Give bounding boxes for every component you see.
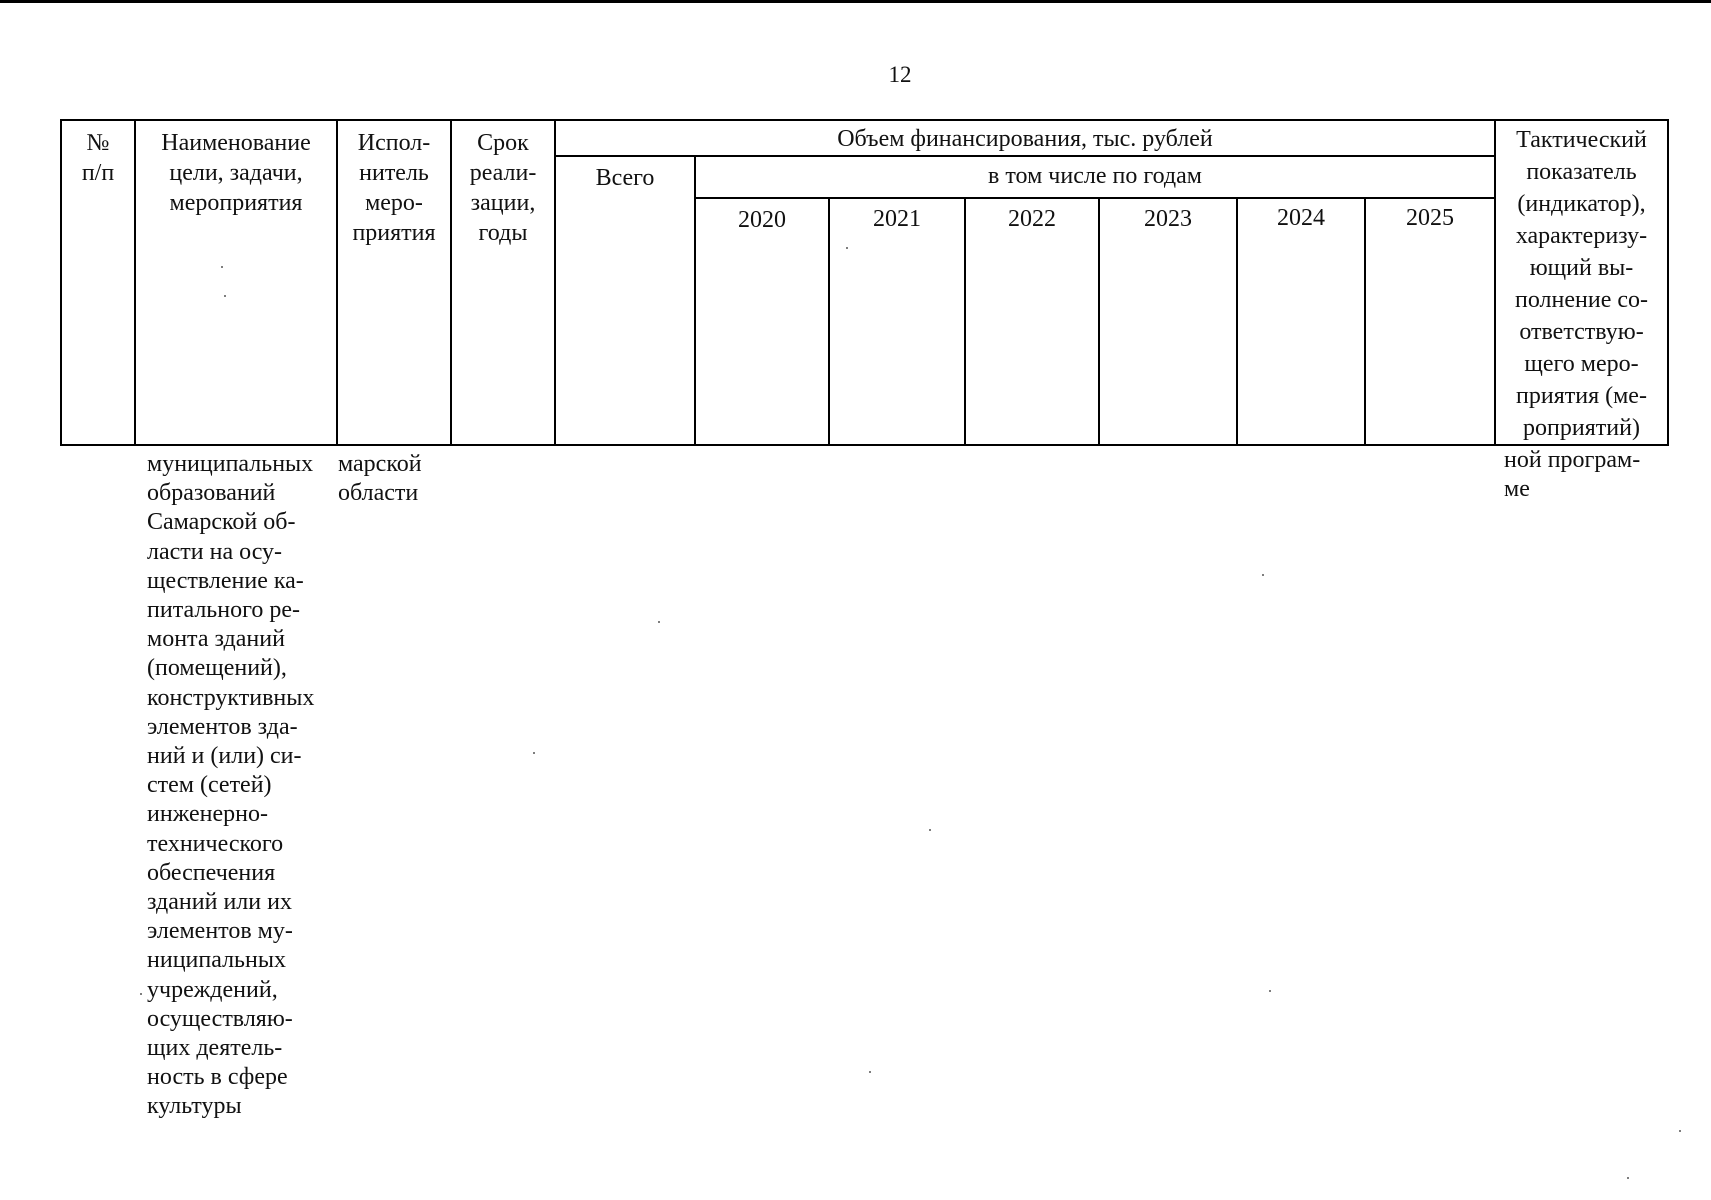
header-year: 2025 [1406,205,1454,231]
col-divider [1098,197,1100,446]
col-divider [828,197,830,446]
scan-speck [533,752,535,754]
header-executor: Испол- нитель меро- приятия [352,130,436,246]
scan-speck [1627,1177,1629,1179]
header-year: 2021 [873,206,921,232]
header-total: Всего [595,165,655,191]
row-name-continuation: муниципальных образований Самарской об- ласти на осу- ществление ка- питального ре- монта зданий (помещений), конструктивных элементов зда- ний и (или) си- стем (сетей) инженерно- технического обеспечения зданий или их элементов му- ниципальных учреждений, осуществляю- щих деятель- ность в сфере культуры [147,451,315,1120]
header-year: 2024 [1277,205,1325,231]
scan-speck [1262,574,1264,576]
header-term: Срок реали- зации, годы [469,130,537,246]
scan-speck [869,1071,871,1073]
page-number: 12 [888,62,912,87]
row-indicator-continuation: ной програм- ме [1504,447,1641,503]
header-indicator: Тактический показатель (индикатор), характеризу- ющий вы- полнение со- ответствую- щего меро- приятия (ме- роприятий) [1515,127,1648,441]
header-name: Наименование цели, задачи, мероприятия [161,130,311,216]
col-divider [964,197,966,446]
scan-speck [221,266,223,268]
scan-speck [1679,1130,1681,1132]
table-border-top [60,119,1669,121]
table-border-bottom [60,444,1669,446]
header-by-years: в том числе по годам [988,163,1202,189]
scan-speck [224,295,226,297]
header-year: 2022 [1008,206,1056,232]
col-divider [1364,197,1366,446]
header-year: 2023 [1144,206,1192,232]
scan-speck [846,247,848,249]
header-financing: Объем финансирования, тыс. рублей [837,126,1213,152]
scan-speck [140,993,142,995]
header-year: 2020 [738,207,786,233]
col-divider [1236,197,1238,446]
header-number: № п/п [81,130,115,186]
table-border-right [1667,119,1669,446]
row-executor-continuation: марской области [338,451,422,507]
scan-speck [658,621,660,623]
page-top-border [0,0,1711,3]
scan-speck [929,829,931,831]
scan-speck [1269,990,1271,992]
row-divider [694,197,1494,199]
